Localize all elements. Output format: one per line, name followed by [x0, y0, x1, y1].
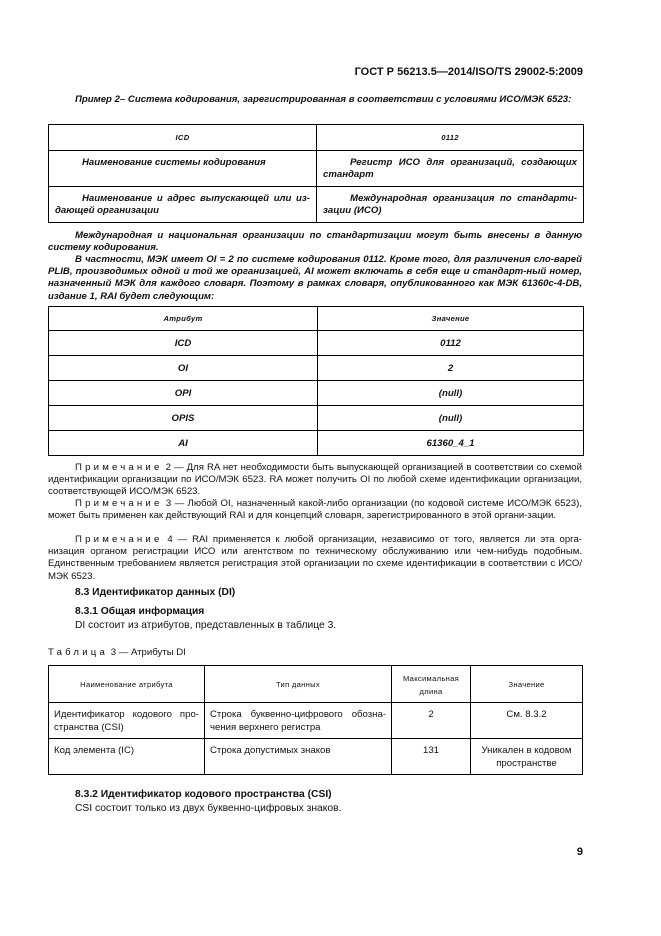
- table-row: [49, 431, 584, 456]
- section-8-3-title: 8.3 Идентификатор данных (DI): [75, 587, 236, 598]
- note-4: [48, 534, 582, 583]
- section-8-3-1-text: DI состоит из атрибутов, представленных в таблице 3.: [75, 620, 337, 631]
- caption-label: Таблица: [48, 647, 109, 658]
- header-value: Значение: [471, 666, 583, 703]
- cell-value: Уникален в кодовом пространстве: [471, 739, 583, 775]
- cell-name: Код элемента (IC): [49, 739, 205, 775]
- attr-cell: AI: [49, 431, 318, 456]
- cell-name: Идентификатор кодового про-странства (CSI): [49, 703, 205, 739]
- table-3: [48, 665, 583, 775]
- example2-table: [48, 124, 584, 223]
- value-cell: 61360_4_1: [318, 431, 584, 456]
- note-text: 2 — Для RA нет необходимости быть выпускающей организацией в соответствии со схемой идентификации организации по ИСО/МЭК 6523. RA может получить OI по любой схеме идентификации организации, соответствующей ИСО/МЭК 6523.: [48, 462, 582, 498]
- cell-left: Наименование системы кодирования: [49, 151, 317, 187]
- value-cell: 2: [318, 356, 584, 381]
- header-name: Наименование атрибута: [49, 666, 205, 703]
- section-8-3-2-text: CSI состоит только из двух буквенно-цифровых знаков.: [75, 803, 342, 814]
- cell-right: Международная организация по стандарти-зации (ИСО): [317, 187, 584, 223]
- value-cell: (null): [318, 381, 584, 406]
- table-row: [49, 381, 584, 406]
- table-row: [49, 125, 584, 151]
- header-icd: ICD: [49, 125, 317, 151]
- cell-type: Строка допустимых знаков: [205, 739, 392, 775]
- table-row: [49, 666, 583, 703]
- table-row: [49, 307, 584, 331]
- header-length: Максимальная длина: [392, 666, 471, 703]
- header-value: Значение: [318, 307, 584, 331]
- note-label: Примечание: [75, 462, 163, 473]
- table-row: [49, 739, 583, 775]
- section-8-3-2-title: 8.3.2 Идентификатор кодового пространства (CSI): [75, 789, 332, 800]
- note-label: Примечание: [75, 498, 163, 509]
- note-text: 4 — RAI применяется к любой организации, независимо от того, является ли эта орга-низация органом регистрации ИСО или агентством по техническому обслуживанию или чем-нибудь подобным. Единственным требованием является регистрация этой организации по схеме идентификации в соответствии с ИСО/МЭК 6523.: [48, 534, 583, 582]
- table-row: [49, 187, 584, 223]
- cell-right: Регистр ИСО для организаций, создающих стандарт: [317, 151, 584, 187]
- table-row: [49, 151, 584, 187]
- attr-cell: OI: [49, 356, 318, 381]
- note-label: Примечание: [75, 534, 163, 545]
- page-number: 9: [576, 846, 583, 858]
- header-0112: 0112: [317, 125, 584, 151]
- table-row: [49, 703, 583, 739]
- value-cell: (null): [318, 406, 584, 431]
- table-row: [49, 331, 584, 356]
- note-2: [48, 462, 582, 499]
- example2-intro: Пример 2– Система кодирования, зарегистрированная в соответствии с условиями ИСО/МЭК 6523:: [75, 94, 572, 105]
- example2-para1: Международная и национальная организации по стандартизации могут быть внесены в данную систему кодирования.: [48, 230, 582, 254]
- note-3: [48, 498, 582, 522]
- example2-para2: В частности, МЭК имеет OI = 2 по системе кодирования 0112. Кроме того, для различения сло-варей PLIB, производимых одной и той же организацией, AI может включать в себя еще и стандарт-ный номер, назначенный МЭК для каждого словаря. Поэтому в рамках словаря, опубликованного как МЭК 61360с-4-DB, издание 1, RAI будет следующим:: [48, 254, 582, 302]
- section-8-3-1-title: 8.3.1 Общая информация: [75, 606, 205, 617]
- standard-header: ГОСТ Р 56213.5—2014/ISO/TS 29002-5:2009: [354, 66, 583, 78]
- attribute-table: [48, 306, 584, 456]
- cell-type: Строка буквенно-цифрового обозна-чения верхнего регистра: [205, 703, 392, 739]
- caption-text: 3 — Атрибуты DI: [110, 647, 186, 658]
- header-attribute: Атрибут: [49, 307, 318, 331]
- table3-caption: [48, 647, 186, 658]
- attr-cell: ICD: [49, 331, 318, 356]
- table-row: [49, 356, 584, 381]
- cell-left: Наименование и адрес выпускающей или из-дающей организации: [49, 187, 317, 223]
- note-text: 3 — Любой OI, назначенный какой-либо организации (по кодовой системе ИСО/МЭК 6523), может быть применен как действующий RAI и для концепций словаря, зарегистрированного в этой органи-зации.: [48, 498, 583, 522]
- attr-cell: OPI: [49, 381, 318, 406]
- cell-length: 2: [392, 703, 471, 739]
- header-type: Тип данных: [205, 666, 392, 703]
- cell-value: См. 8.3.2: [471, 703, 583, 739]
- cell-length: 131: [392, 739, 471, 775]
- value-cell: 0112: [318, 331, 584, 356]
- attr-cell: OPIS: [49, 406, 318, 431]
- table-row: [49, 406, 584, 431]
